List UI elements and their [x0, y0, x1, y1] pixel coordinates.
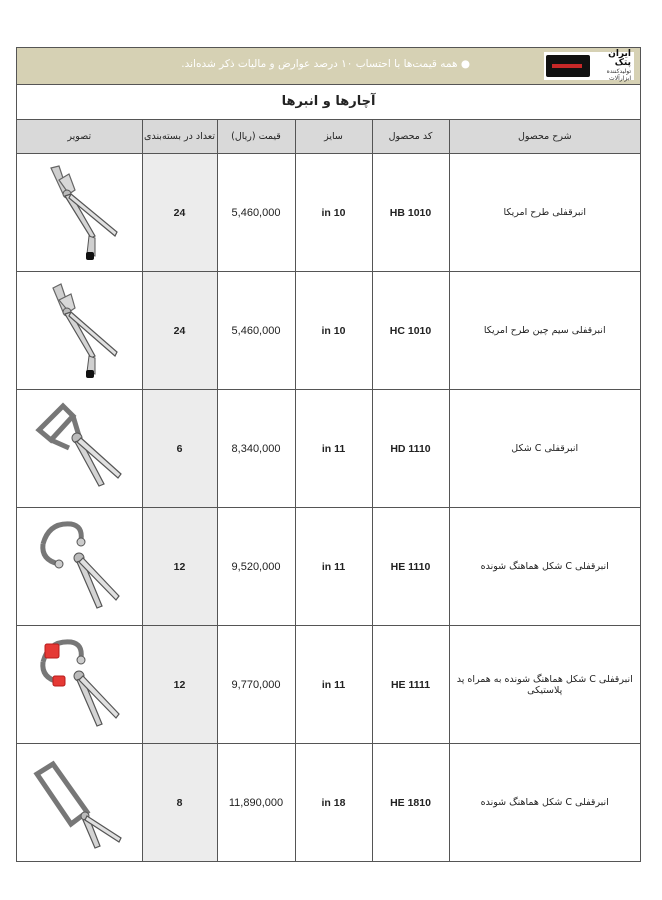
- price-list-sheet: [16, 47, 641, 862]
- product-pack-count: 6: [142, 390, 217, 508]
- table-row: [17, 744, 640, 862]
- column-header-description: شرح محصول: [449, 120, 640, 154]
- large-c-clamp-pliers-icon: [29, 750, 129, 855]
- locking-pliers-wire-cutter-icon: [29, 278, 129, 383]
- product-price: 5,460,000: [217, 272, 295, 390]
- product-table: [17, 120, 640, 861]
- product-price: 8,340,000: [217, 390, 295, 508]
- product-image-cell: [17, 508, 142, 626]
- product-size: 10 in: [295, 272, 372, 390]
- product-description: انبرقفلی C شکل هماهنگ شونده به همراه پد پلاستیکی: [449, 626, 640, 744]
- product-price: 5,460,000: [217, 154, 295, 272]
- product-pack-count: 12: [142, 626, 217, 744]
- product-pack-count: 24: [142, 272, 217, 390]
- logo-name: ایران پتک: [608, 48, 631, 69]
- table-row: [17, 272, 640, 390]
- header-banner: [17, 48, 640, 85]
- logo-mark-icon: [546, 55, 590, 77]
- column-header-image: تصویر: [17, 120, 142, 154]
- product-description: انبرقفلی C شکل هماهنگ شونده: [449, 508, 640, 626]
- product-price: 9,520,000: [217, 508, 295, 626]
- product-image-cell: [17, 272, 142, 390]
- product-code: HE 1110: [372, 508, 449, 626]
- c-clamp-plastic-pad-pliers-icon: [29, 632, 129, 737]
- product-description: انبرقفلی سیم چین طرح امریکا: [449, 272, 640, 390]
- logo-subtitle: تولیدکننده ابزارآلات: [606, 68, 631, 82]
- product-code: HE 1810: [372, 744, 449, 862]
- tax-note: ● همه قیمت‌ها با احتساب ۱۰ درصد عوارض و مالیات ذکر شده‌اند.: [181, 58, 470, 70]
- table-row: [17, 390, 640, 508]
- product-description: انبرقفلی طرح امریکا: [449, 154, 640, 272]
- column-header-price: قیمت (ریال): [217, 120, 295, 154]
- product-pack-count: 8: [142, 744, 217, 862]
- product-price: 11,890,000: [217, 744, 295, 862]
- section-title: آچارها و انبرها: [17, 85, 640, 120]
- product-size: 11 in: [295, 626, 372, 744]
- table-row: [17, 154, 640, 272]
- table-header-row: [17, 120, 640, 154]
- product-size: 11 in: [295, 508, 372, 626]
- table-row: [17, 626, 640, 744]
- product-price: 9,770,000: [217, 626, 295, 744]
- column-header-pack: تعداد در بسته‌بندی: [142, 120, 217, 154]
- column-header-size: سایز: [295, 120, 372, 154]
- product-description: انبرقفلی C شکل: [449, 390, 640, 508]
- table-row: [17, 508, 640, 626]
- product-code: HC 1010: [372, 272, 449, 390]
- product-code: HB 1010: [372, 154, 449, 272]
- product-image-cell: [17, 390, 142, 508]
- product-size: 10 in: [295, 154, 372, 272]
- product-image-cell: [17, 626, 142, 744]
- product-code: HE 1111: [372, 626, 449, 744]
- product-pack-count: 24: [142, 154, 217, 272]
- column-header-code: کد محصول: [372, 120, 449, 154]
- product-description: انبرقفلی C شکل هماهنگ شونده: [449, 744, 640, 862]
- product-size: 11 in: [295, 390, 372, 508]
- product-pack-count: 12: [142, 508, 217, 626]
- locking-pliers-icon: [29, 160, 129, 265]
- brand-logo: [544, 48, 634, 82]
- c-clamp-swivel-pliers-icon: [29, 514, 129, 619]
- product-code: HD 1110: [372, 390, 449, 508]
- product-image-cell: [17, 154, 142, 272]
- c-clamp-pliers-icon: [29, 396, 129, 501]
- product-image-cell: [17, 744, 142, 862]
- product-size: 18 in: [295, 744, 372, 862]
